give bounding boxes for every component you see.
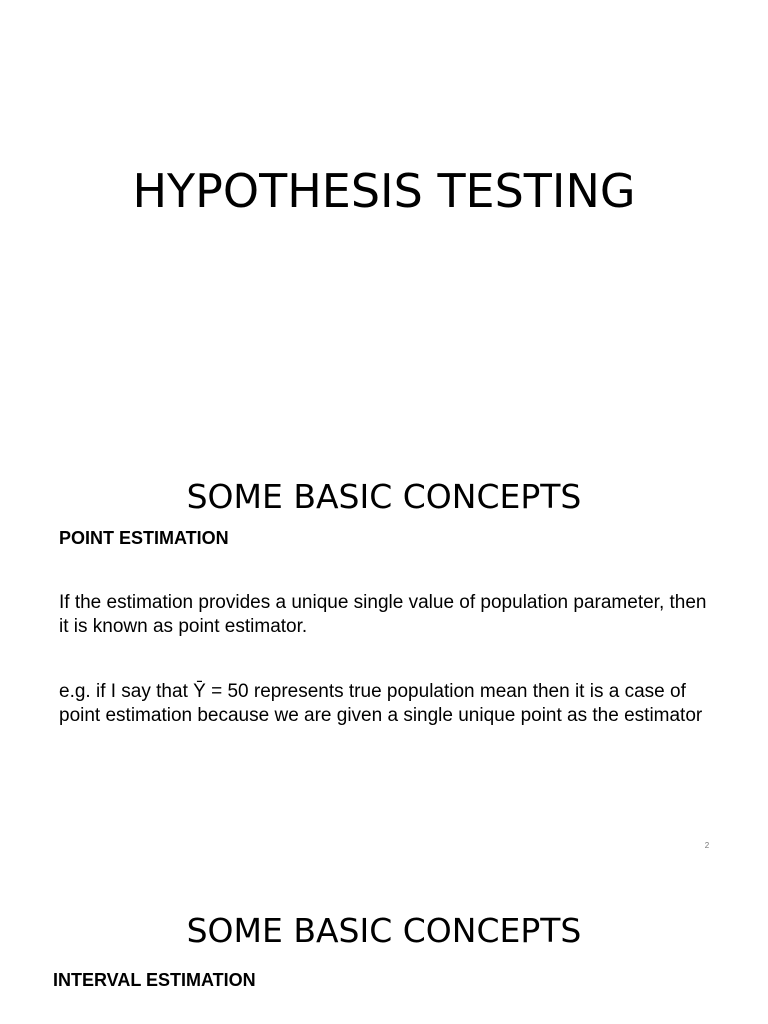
main-title: HYPOTHESIS TESTING bbox=[132, 164, 636, 218]
section-title: SOME BASIC CONCEPTS bbox=[186, 477, 582, 516]
point-estimation-example: e.g. if I say that Ȳ = 50 represents true population mean then it is a case of point estimation because we are given a single unique point as the estimator bbox=[59, 681, 703, 726]
interval-estimation-heading: INTERVAL ESTIMATION bbox=[53, 970, 256, 990]
page-number: 2 bbox=[704, 841, 710, 850]
point-estimation-heading: POINT ESTIMATION bbox=[59, 528, 229, 548]
point-estimator-definition: If the estimation provides a unique single value of population parameter, then it is known as point estimator. bbox=[59, 592, 707, 637]
section-title-next: SOME BASIC CONCEPTS bbox=[186, 911, 582, 950]
